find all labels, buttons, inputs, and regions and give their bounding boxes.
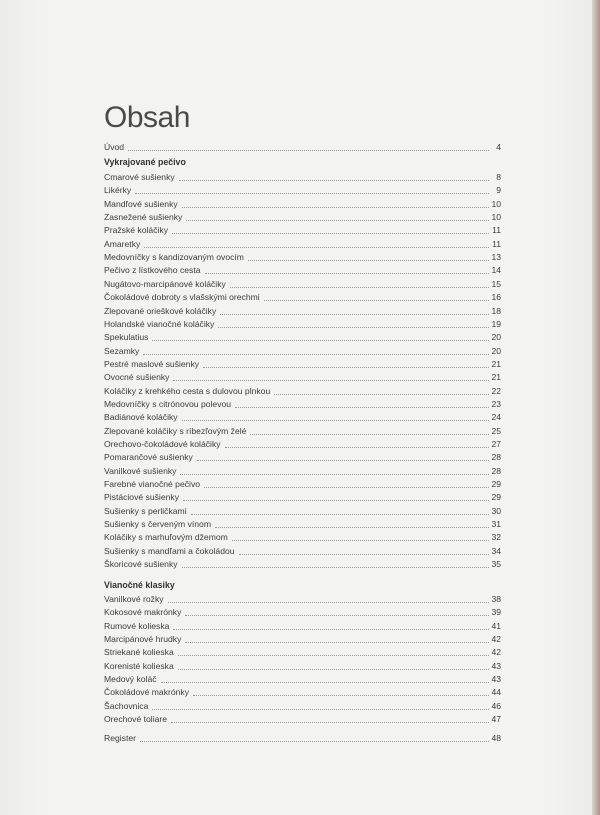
entry-title: Register (104, 733, 136, 743)
entry-title: Sezamky (104, 345, 140, 356)
toc-entry[interactable] (104, 263, 501, 276)
toc-entry[interactable] (104, 645, 501, 658)
entry-title: Koláčiky s marhuľovým džemom (104, 532, 228, 543)
dot-leader (152, 339, 489, 341)
dot-leader (191, 513, 489, 515)
entry-title: Šachovnica (104, 700, 149, 711)
page-number: 22 (491, 385, 501, 396)
toc-entry[interactable] (104, 592, 501, 605)
page-number: 13 (491, 252, 501, 263)
toc-entry[interactable] (104, 397, 501, 410)
page-number: 4 (496, 142, 501, 152)
dot-leader (182, 566, 489, 568)
entry-title: Sušienky s perličkami (104, 505, 187, 516)
entry-title: Zlepované orieškové koláčiky (104, 305, 217, 316)
toc-entry[interactable] (104, 170, 501, 183)
dot-leader (215, 526, 489, 528)
entry-title: Rumové kolieska (104, 620, 170, 631)
page-number: 39 (491, 607, 501, 618)
dot-leader (144, 246, 489, 248)
entry-title: Zasnežené sušienky (104, 212, 183, 223)
toc-entry[interactable] (104, 544, 501, 557)
entry-title: Úvod (104, 142, 125, 152)
dot-leader (185, 614, 489, 616)
entry-title: Medovníčky s citrónovou polevou (104, 398, 232, 409)
page-number: 35 (491, 559, 501, 570)
toc-entry[interactable] (104, 712, 501, 725)
dot-leader (171, 721, 489, 723)
page-number: 44 (491, 687, 501, 698)
dot-leader (225, 446, 489, 448)
page-number: 31 (491, 519, 501, 530)
dot-leader (179, 179, 489, 181)
dot-leader (180, 473, 489, 475)
dot-leader (218, 326, 489, 328)
dot-leader (239, 553, 489, 555)
entry-title: Čokoládové makrónky (104, 687, 190, 698)
entry-title: Marcipánové hrudky (104, 634, 182, 645)
dot-leader (264, 299, 489, 301)
entry-title: Korenisté kolieska (104, 660, 174, 671)
dot-leader (248, 259, 489, 261)
toc-entry[interactable] (104, 330, 501, 343)
entry-title: Čokoládové dobroty s vlašskými orechmi (104, 292, 260, 303)
entry-title: Pestré maslové sušienky (104, 358, 200, 369)
page-number: 11 (492, 238, 501, 249)
toc-entry[interactable] (104, 437, 501, 450)
page-number: 34 (491, 545, 501, 556)
toc-entry[interactable] (104, 685, 501, 698)
entry-title: Vanilkové rožky (104, 594, 164, 604)
dot-leader (128, 149, 489, 151)
toc-entry[interactable] (104, 672, 501, 685)
toc-entry[interactable] (104, 632, 501, 645)
page-number: 38 (491, 594, 501, 604)
page-number: 23 (491, 398, 501, 409)
entry-title: Medový koláč (104, 674, 157, 685)
dot-leader (232, 539, 489, 541)
page-number: 47 (491, 714, 501, 725)
toc-entry[interactable] (104, 290, 501, 303)
entry-title: Koláčiky z krehkého cesta s dulovou plnkou (104, 385, 271, 396)
toc-entry-intro[interactable] (104, 140, 501, 153)
entry-title: Sušienky s mandľami a čokoládou (104, 545, 235, 556)
dot-leader (173, 628, 489, 630)
toc-entry[interactable] (104, 197, 501, 210)
dot-leader (203, 366, 489, 368)
page-number: 18 (491, 305, 501, 316)
page-number: 28 (491, 452, 501, 463)
entry-title: Orechovo-čokoládové koláčiky (104, 439, 221, 449)
dot-leader (152, 708, 489, 710)
page-number: 27 (491, 439, 501, 449)
entry-title: Ovocné sušienky (104, 372, 170, 383)
dot-leader (185, 641, 489, 643)
toc-entry[interactable] (104, 450, 501, 463)
dot-leader (274, 393, 489, 395)
dot-leader (178, 668, 489, 670)
toc-entry[interactable] (104, 277, 501, 290)
page-number: 10 (491, 198, 501, 209)
toc-entry[interactable] (104, 370, 501, 383)
entry-title: Spekulatius (104, 332, 149, 343)
dot-leader (193, 694, 489, 696)
toc-entry[interactable] (104, 504, 501, 517)
page-number: 8 (496, 172, 501, 182)
toc-entry[interactable] (104, 530, 501, 543)
page-number: 11 (492, 225, 501, 236)
page-number: 43 (491, 660, 501, 671)
toc-entry[interactable] (104, 424, 501, 437)
entry-title: Pistáciové sušienky (104, 492, 179, 503)
toc-entry[interactable] (104, 317, 501, 330)
entry-title: Farebné vianočné pečivo (104, 479, 201, 490)
page-number: 19 (491, 318, 501, 329)
entry-title: Pomarančové sušienky (104, 452, 193, 463)
toc-entry[interactable] (104, 384, 501, 397)
entry-title: Škoricové sušienky (104, 559, 178, 570)
entry-title: Pražské koláčiky (104, 225, 168, 236)
page-number: 9 (496, 185, 501, 196)
page-edge (592, 0, 600, 815)
page-number: 28 (491, 465, 501, 476)
page-number: 20 (491, 345, 501, 356)
page-number: 32 (491, 532, 501, 543)
toc-entry[interactable] (104, 223, 501, 236)
entry-title: Nugátovo-marcipánové koláčiky (104, 278, 226, 289)
section-heading: Vykrajované pečivo (104, 157, 186, 167)
toc-entry[interactable] (104, 410, 501, 423)
entry-title: Cmarové sušienky (104, 172, 175, 182)
page-number: 43 (491, 674, 501, 685)
entry-title: Orechové toliare (104, 714, 168, 725)
toc-entry[interactable] (104, 557, 501, 570)
page-number: 46 (491, 700, 501, 711)
entry-title: Likérky (104, 185, 132, 196)
page-number: 30 (491, 505, 501, 516)
dot-leader (204, 486, 489, 488)
page-number: 29 (491, 492, 501, 503)
page-number: 15 (491, 278, 501, 289)
page-number: 20 (491, 332, 501, 343)
page-number: 16 (491, 292, 501, 303)
dot-leader (182, 206, 489, 208)
entry-title: Holandské vianočné koláčiky (104, 318, 215, 329)
entry-title: Vanilkové sušienky (104, 465, 177, 476)
toc-entry[interactable] (104, 517, 501, 530)
page-number: 29 (491, 479, 501, 490)
entry-title: Sušienky s červeným vínom (104, 519, 211, 530)
dot-leader (186, 219, 489, 221)
page-number: 21 (491, 358, 501, 369)
page-number: 42 (491, 634, 501, 645)
toc-entry[interactable] (104, 210, 501, 223)
dot-leader (178, 654, 489, 656)
toc-entry[interactable] (104, 490, 501, 503)
page-number: 42 (491, 647, 501, 658)
dot-leader (172, 232, 489, 234)
toc-entry[interactable] (104, 250, 501, 263)
dot-leader (140, 740, 489, 742)
toc-entry[interactable] (104, 357, 501, 370)
toc-entry[interactable] (104, 659, 501, 672)
dot-leader (182, 419, 489, 421)
dot-leader (143, 353, 489, 355)
dot-leader (220, 313, 489, 315)
dot-leader (235, 406, 489, 408)
dot-leader (230, 286, 489, 288)
toc-entry[interactable] (104, 183, 501, 196)
toc-entry[interactable] (104, 464, 501, 477)
page-number: 25 (491, 425, 501, 436)
entry-title: Zlepované koláčiky s ríbezľovým želé (104, 425, 247, 436)
page-number: 48 (491, 733, 501, 743)
page-number: 14 (491, 265, 501, 276)
dot-leader (197, 459, 489, 461)
dot-leader (250, 433, 489, 435)
entry-title: Medovníčky s kandizovaným ovocím (104, 252, 244, 263)
dot-leader (205, 272, 490, 274)
dot-leader (173, 379, 489, 381)
toc-entry[interactable] (104, 304, 501, 317)
entry-title: Badiánové koláčiky (104, 412, 178, 423)
page-number: 21 (491, 372, 501, 383)
page-number: 41 (491, 620, 501, 631)
dot-leader (183, 499, 489, 501)
section-heading: Vianočné klasiky (104, 580, 175, 590)
dot-leader (168, 601, 489, 603)
toc-entry[interactable] (104, 237, 501, 250)
entry-title: Pečivo z lístkového cesta (104, 265, 201, 276)
page-number: 24 (491, 412, 501, 423)
dot-leader (135, 192, 489, 194)
toc-entry[interactable] (104, 477, 501, 490)
toc-entry[interactable] (104, 619, 501, 632)
toc-entry[interactable] (104, 605, 501, 618)
entry-title: Amaretky (104, 238, 141, 249)
dot-leader (161, 681, 489, 683)
entry-title: Kokosové makrónky (104, 607, 182, 618)
entry-title: Striekané kolieska (104, 647, 174, 658)
toc-entry[interactable] (104, 699, 501, 712)
page-title: Obsah (104, 101, 190, 134)
toc-entry[interactable] (104, 344, 501, 357)
entry-title: Mandľové sušienky (104, 198, 178, 209)
toc-entry-register[interactable] (104, 731, 501, 744)
page-number: 10 (491, 212, 501, 223)
